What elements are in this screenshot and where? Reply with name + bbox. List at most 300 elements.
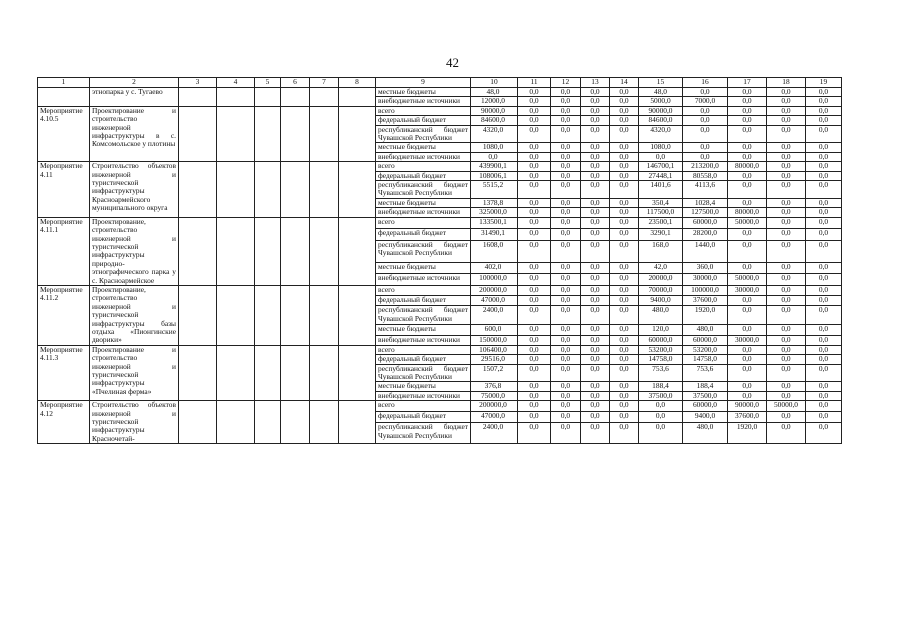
- amount-cell: 0,0: [728, 364, 767, 382]
- amount-cell: 0,0: [610, 325, 639, 335]
- amount-cell: 0,0: [581, 97, 610, 106]
- amount-cell: 9400,0: [683, 412, 728, 423]
- amount-cell: 0,0: [639, 412, 683, 423]
- amount-cell: 0,0: [728, 355, 767, 364]
- amount-cell: 0,0: [610, 335, 639, 345]
- funding-source: внебюджетные источники: [376, 208, 471, 217]
- amount-cell: 0,0: [806, 143, 842, 152]
- amount-cell: 0,0: [610, 125, 639, 143]
- amount-cell: 0,0: [581, 285, 610, 295]
- page-number: 42: [446, 55, 459, 70]
- amount-cell: 100000,0: [683, 285, 728, 295]
- amount-cell: 0,0: [767, 423, 806, 444]
- column-number-row: [38, 78, 842, 88]
- amount-cell: 0,0: [806, 412, 842, 423]
- column-number: 18: [767, 78, 806, 88]
- amount-cell: 0,0: [551, 262, 581, 274]
- amount-cell: 0,0: [551, 285, 581, 295]
- amount-cell: 0,0: [551, 143, 581, 152]
- amount-cell: 0,0: [806, 355, 842, 364]
- amount-cell: 0,0: [806, 152, 842, 161]
- table-row: [38, 217, 842, 229]
- amount-cell: 0,0: [551, 296, 581, 306]
- amount-cell: 0,0: [610, 198, 639, 207]
- amount-cell: 1440,0: [683, 240, 728, 262]
- amount-cell: 0,0: [728, 345, 767, 354]
- amount-cell: 80000,0: [728, 208, 767, 217]
- amount-cell: 0,0: [639, 401, 683, 412]
- amount-cell: 0,0: [518, 296, 551, 306]
- amount-cell: 106400,0: [471, 345, 518, 354]
- amount-cell: 4113,6: [683, 181, 728, 199]
- amount-cell: 480,0: [683, 423, 728, 444]
- amount-cell: 188,4: [639, 382, 683, 391]
- measure-name: [38, 88, 90, 107]
- amount-cell: 12000,0: [471, 97, 518, 106]
- amount-cell: 0,0: [728, 171, 767, 180]
- amount-cell: 5515,2: [471, 181, 518, 199]
- amount-cell: 117500,0: [639, 208, 683, 217]
- amount-cell: 60000,0: [683, 335, 728, 345]
- amount-cell: 0,0: [728, 181, 767, 199]
- amount-cell: 0,0: [767, 181, 806, 199]
- amount-cell: 37600,0: [728, 412, 767, 423]
- amount-cell: 0,0: [610, 345, 639, 354]
- column-number: 3: [179, 78, 217, 88]
- amount-cell: 0,0: [806, 296, 842, 306]
- amount-cell: 200000,0: [471, 401, 518, 412]
- amount-cell: 0,0: [518, 355, 551, 364]
- amount-cell: 127500,0: [683, 208, 728, 217]
- amount-cell: 0,0: [581, 143, 610, 152]
- funding-source: федеральный бюджет: [376, 355, 471, 364]
- amount-cell: 50000,0: [728, 274, 767, 286]
- funding-source: республиканский бюджет Чувашской Республики: [376, 306, 471, 325]
- amount-cell: 0,0: [581, 152, 610, 161]
- column-number: 11: [518, 78, 551, 88]
- amount-cell: 0,0: [806, 423, 842, 444]
- column-number: 4: [217, 78, 255, 88]
- amount-cell: 0,0: [551, 345, 581, 354]
- funding-source: федеральный бюджет: [376, 296, 471, 306]
- amount-cell: 0,0: [806, 306, 842, 325]
- empty-cell: [179, 285, 217, 345]
- amount-cell: 0,0: [551, 198, 581, 207]
- empty-cell: [255, 285, 281, 345]
- amount-cell: 0,0: [610, 306, 639, 325]
- amount-cell: 0,0: [551, 306, 581, 325]
- amount-cell: 0,0: [683, 88, 728, 97]
- funding-source: республиканский бюджет Чувашской Республики: [376, 423, 471, 444]
- measure-description: Проектирование, строительство инженерной и туристической инфраструктуры базы отдыха «Пионгинские дворики»: [90, 285, 179, 345]
- amount-cell: 0,0: [551, 116, 581, 125]
- empty-cell: [179, 88, 217, 107]
- amount-cell: 27448,1: [639, 171, 683, 180]
- amount-cell: 60000,0: [683, 401, 728, 412]
- empty-cell: [179, 106, 217, 161]
- amount-cell: 0,0: [767, 88, 806, 97]
- amount-cell: 0,0: [551, 106, 581, 115]
- amount-cell: 3290,1: [639, 229, 683, 241]
- amount-cell: 0,0: [518, 335, 551, 345]
- amount-cell: 42,0: [639, 262, 683, 274]
- amount-cell: 90000,0: [728, 401, 767, 412]
- amount-cell: 1080,0: [471, 143, 518, 152]
- amount-cell: 0,0: [806, 364, 842, 382]
- empty-cell: [281, 285, 310, 345]
- amount-cell: 0,0: [767, 97, 806, 106]
- amount-cell: 0,0: [581, 181, 610, 199]
- amount-cell: 0,0: [728, 391, 767, 400]
- amount-cell: 1920,0: [728, 423, 767, 444]
- amount-cell: 0,0: [581, 423, 610, 444]
- amount-cell: 84600,0: [471, 116, 518, 125]
- empty-cell: [179, 217, 217, 285]
- funding-source: внебюджетные источники: [376, 391, 471, 400]
- amount-cell: 0,0: [806, 125, 842, 143]
- amount-cell: 0,0: [610, 116, 639, 125]
- empty-cell: [339, 217, 376, 285]
- amount-cell: 0,0: [767, 162, 806, 171]
- column-number: 19: [806, 78, 842, 88]
- amount-cell: 0,0: [610, 208, 639, 217]
- amount-cell: 50000,0: [728, 217, 767, 229]
- amount-cell: 60000,0: [639, 335, 683, 345]
- amount-cell: 0,0: [581, 229, 610, 241]
- column-number: 10: [471, 78, 518, 88]
- amount-cell: 0,0: [581, 296, 610, 306]
- amount-cell: 0,0: [806, 391, 842, 400]
- amount-cell: 480,0: [683, 325, 728, 335]
- amount-cell: 7000,0: [683, 97, 728, 106]
- amount-cell: 0,0: [518, 97, 551, 106]
- empty-cell: [255, 106, 281, 161]
- amount-cell: 0,0: [610, 106, 639, 115]
- amount-cell: 0,0: [518, 229, 551, 241]
- amount-cell: 0,0: [551, 208, 581, 217]
- empty-cell: [310, 88, 339, 107]
- funding-source: местные бюджеты: [376, 262, 471, 274]
- amount-cell: 0,0: [806, 335, 842, 345]
- amount-cell: 0,0: [518, 88, 551, 97]
- amount-cell: 0,0: [683, 152, 728, 161]
- amount-cell: 0,0: [683, 125, 728, 143]
- funding-source: внебюджетные источники: [376, 97, 471, 106]
- amount-cell: 150000,0: [471, 335, 518, 345]
- amount-cell: 0,0: [610, 152, 639, 161]
- empty-cell: [179, 162, 217, 217]
- amount-cell: 0,0: [610, 171, 639, 180]
- amount-cell: 0,0: [518, 412, 551, 423]
- amount-cell: 0,0: [610, 88, 639, 97]
- measure-description: Проектирование, строительство инженерной и туристической инфраструктуры природно-этнографического парка у с. Красноармейское: [90, 217, 179, 285]
- column-number: 12: [551, 78, 581, 88]
- column-number: 6: [281, 78, 310, 88]
- amount-cell: 1608,0: [471, 240, 518, 262]
- amount-cell: 0,0: [683, 143, 728, 152]
- table-body: [38, 78, 842, 444]
- amount-cell: 0,0: [518, 306, 551, 325]
- amount-cell: 0,0: [518, 423, 551, 444]
- amount-cell: 2400,0: [471, 306, 518, 325]
- amount-cell: 29516,0: [471, 355, 518, 364]
- column-number: 15: [639, 78, 683, 88]
- amount-cell: 213200,0: [683, 162, 728, 171]
- amount-cell: 14758,0: [683, 355, 728, 364]
- amount-cell: 31490,1: [471, 229, 518, 241]
- amount-cell: 0,0: [806, 325, 842, 335]
- amount-cell: 0,0: [518, 382, 551, 391]
- measure-name: Мероприятие 4.12: [38, 401, 90, 444]
- amount-cell: 0,0: [518, 125, 551, 143]
- amount-cell: 0,0: [767, 345, 806, 354]
- amount-cell: 0,0: [581, 325, 610, 335]
- amount-cell: 0,0: [806, 97, 842, 106]
- amount-cell: 53200,0: [639, 345, 683, 354]
- amount-cell: 30000,0: [728, 335, 767, 345]
- empty-cell: [217, 106, 255, 161]
- amount-cell: 0,0: [767, 412, 806, 423]
- amount-cell: 0,0: [767, 274, 806, 286]
- funding-source: внебюджетные источники: [376, 152, 471, 161]
- amount-cell: 0,0: [581, 106, 610, 115]
- column-number: 2: [90, 78, 179, 88]
- column-number: 14: [610, 78, 639, 88]
- empty-cell: [255, 401, 281, 444]
- empty-cell: [339, 88, 376, 107]
- amount-cell: 0,0: [518, 262, 551, 274]
- amount-cell: 0,0: [728, 97, 767, 106]
- amount-cell: 0,0: [518, 152, 551, 161]
- empty-cell: [339, 162, 376, 217]
- amount-cell: 0,0: [518, 345, 551, 354]
- amount-cell: 1378,8: [471, 198, 518, 207]
- amount-cell: 30000,0: [683, 274, 728, 286]
- table-row: [38, 285, 842, 295]
- amount-cell: 360,0: [683, 262, 728, 274]
- amount-cell: 0,0: [767, 143, 806, 152]
- amount-cell: 0,0: [581, 240, 610, 262]
- amount-cell: 0,0: [767, 152, 806, 161]
- amount-cell: 0,0: [806, 345, 842, 354]
- funding-source: республиканский бюджет Чувашской Республики: [376, 181, 471, 199]
- amount-cell: 0,0: [518, 274, 551, 286]
- amount-cell: 0,0: [728, 382, 767, 391]
- amount-cell: 376,8: [471, 382, 518, 391]
- amount-cell: 0,0: [806, 208, 842, 217]
- amount-cell: 0,0: [581, 391, 610, 400]
- funding-source: внебюджетные источники: [376, 335, 471, 345]
- measure-name: Мероприятие 4.11.3: [38, 345, 90, 400]
- amount-cell: 0,0: [767, 335, 806, 345]
- amount-cell: 4320,0: [471, 125, 518, 143]
- empty-cell: [310, 345, 339, 400]
- amount-cell: 0,0: [581, 262, 610, 274]
- amount-cell: 0,0: [581, 335, 610, 345]
- amount-cell: 0,0: [806, 217, 842, 229]
- empty-cell: [255, 162, 281, 217]
- amount-cell: 14758,0: [639, 355, 683, 364]
- amount-cell: 0,0: [551, 412, 581, 423]
- amount-cell: 168,0: [639, 240, 683, 262]
- amount-cell: 0,0: [581, 401, 610, 412]
- amount-cell: 0,0: [610, 143, 639, 152]
- amount-cell: 0,0: [551, 391, 581, 400]
- funding-source: местные бюджеты: [376, 325, 471, 335]
- amount-cell: 47000,0: [471, 412, 518, 423]
- table-row: [38, 401, 842, 412]
- empty-cell: [217, 88, 255, 107]
- amount-cell: 146700,1: [639, 162, 683, 171]
- measure-name: Мероприятие 4.11: [38, 162, 90, 217]
- table-row: [38, 162, 842, 171]
- column-number: 16: [683, 78, 728, 88]
- empty-cell: [281, 88, 310, 107]
- amount-cell: 0,0: [581, 412, 610, 423]
- amount-cell: 90000,0: [639, 106, 683, 115]
- amount-cell: 0,0: [728, 240, 767, 262]
- amount-cell: 5000,0: [639, 97, 683, 106]
- amount-cell: 0,0: [581, 274, 610, 286]
- table-row: [38, 345, 842, 354]
- amount-cell: 0,0: [518, 240, 551, 262]
- amount-cell: 0,0: [610, 382, 639, 391]
- amount-cell: 480,0: [639, 306, 683, 325]
- amount-cell: 1507,2: [471, 364, 518, 382]
- amount-cell: 37500,0: [683, 391, 728, 400]
- amount-cell: 0,0: [551, 171, 581, 180]
- amount-cell: 0,0: [518, 325, 551, 335]
- amount-cell: 0,0: [610, 391, 639, 400]
- amount-cell: 4320,0: [639, 125, 683, 143]
- amount-cell: 0,0: [551, 274, 581, 286]
- funding-source: федеральный бюджет: [376, 412, 471, 423]
- amount-cell: 0,0: [610, 423, 639, 444]
- amount-cell: 0,0: [551, 335, 581, 345]
- amount-cell: 0,0: [683, 106, 728, 115]
- amount-cell: 0,0: [551, 229, 581, 241]
- amount-cell: 0,0: [767, 355, 806, 364]
- amount-cell: 0,0: [610, 274, 639, 286]
- funding-source: местные бюджеты: [376, 382, 471, 391]
- amount-cell: 0,0: [518, 401, 551, 412]
- measure-description: Проектирование и строительство инженерной и туристической инфраструктуры «Пчелиная ферма»: [90, 345, 179, 400]
- measure-name: Мероприятие 4.11.1: [38, 217, 90, 285]
- measure-description: Проектирование и строительство инженерной инфраструктуры в с. Комсомольское у плотины: [90, 106, 179, 161]
- amount-cell: 0,0: [551, 181, 581, 199]
- amount-cell: 0,0: [767, 229, 806, 241]
- amount-cell: 0,0: [728, 296, 767, 306]
- amount-cell: 100000,0: [471, 274, 518, 286]
- amount-cell: 80000,0: [728, 162, 767, 171]
- amount-cell: 0,0: [551, 364, 581, 382]
- empty-cell: [179, 401, 217, 444]
- amount-cell: 0,0: [610, 401, 639, 412]
- amount-cell: 0,0: [551, 401, 581, 412]
- amount-cell: 0,0: [551, 382, 581, 391]
- empty-cell: [217, 217, 255, 285]
- funding-source: федеральный бюджет: [376, 229, 471, 241]
- amount-cell: 84600,0: [639, 116, 683, 125]
- amount-cell: 0,0: [518, 391, 551, 400]
- amount-cell: 1920,0: [683, 306, 728, 325]
- amount-cell: 0,0: [767, 285, 806, 295]
- amount-cell: 0,0: [581, 162, 610, 171]
- amount-cell: 439900,1: [471, 162, 518, 171]
- amount-cell: 0,0: [683, 116, 728, 125]
- amount-cell: 0,0: [518, 364, 551, 382]
- amount-cell: 90000,0: [471, 106, 518, 115]
- amount-cell: 0,0: [728, 198, 767, 207]
- amount-cell: 0,0: [728, 262, 767, 274]
- funding-source: республиканский бюджет Чувашской Республики: [376, 240, 471, 262]
- amount-cell: 0,0: [581, 171, 610, 180]
- measure-name: Мероприятие 4.11.2: [38, 285, 90, 345]
- amount-cell: 108006,1: [471, 171, 518, 180]
- amount-cell: 37600,0: [683, 296, 728, 306]
- amount-cell: 0,0: [610, 162, 639, 171]
- empty-cell: [179, 345, 217, 400]
- amount-cell: 0,0: [610, 240, 639, 262]
- amount-cell: 0,0: [728, 125, 767, 143]
- empty-cell: [310, 401, 339, 444]
- measure-description: Строительство объектов инженерной и туристической инфраструктуры Красночетай-: [90, 401, 179, 444]
- amount-cell: 600,0: [471, 325, 518, 335]
- amount-cell: 20000,0: [639, 274, 683, 286]
- amount-cell: 0,0: [551, 88, 581, 97]
- amount-cell: 1080,0: [639, 143, 683, 152]
- empty-cell: [217, 162, 255, 217]
- amount-cell: 0,0: [551, 152, 581, 161]
- amount-cell: 0,0: [767, 306, 806, 325]
- amount-cell: 0,0: [518, 181, 551, 199]
- amount-cell: 188,4: [683, 382, 728, 391]
- amount-cell: 133500,1: [471, 217, 518, 229]
- amount-cell: 50000,0: [767, 401, 806, 412]
- amount-cell: 0,0: [551, 162, 581, 171]
- column-number: 8: [339, 78, 376, 88]
- amount-cell: 0,0: [806, 401, 842, 412]
- column-number: 9: [376, 78, 471, 88]
- funding-source: всего: [376, 345, 471, 354]
- measure-name: Мероприятие 4.10.5: [38, 106, 90, 161]
- funding-source: республиканский бюджет Чувашской Республики: [376, 364, 471, 382]
- amount-cell: 0,0: [581, 345, 610, 354]
- amount-cell: 0,0: [551, 240, 581, 262]
- amount-cell: 53200,0: [683, 345, 728, 354]
- amount-cell: 325000,0: [471, 208, 518, 217]
- amount-cell: 0,0: [518, 171, 551, 180]
- empty-cell: [255, 217, 281, 285]
- empty-cell: [310, 285, 339, 345]
- amount-cell: 0,0: [581, 306, 610, 325]
- amount-cell: 120,0: [639, 325, 683, 335]
- empty-cell: [310, 162, 339, 217]
- amount-cell: 0,0: [728, 325, 767, 335]
- amount-cell: 0,0: [767, 106, 806, 115]
- amount-cell: 0,0: [518, 285, 551, 295]
- amount-cell: 0,0: [610, 217, 639, 229]
- amount-cell: 200000,0: [471, 285, 518, 295]
- amount-cell: 60000,0: [683, 217, 728, 229]
- amount-cell: 0,0: [806, 382, 842, 391]
- amount-cell: 0,0: [806, 171, 842, 180]
- amount-cell: 0,0: [551, 125, 581, 143]
- funding-source: федеральный бюджет: [376, 171, 471, 180]
- measure-description: Строительство объектов инженерной и туристической инфраструктуры Красноармейского муниципального округа: [90, 162, 179, 217]
- amount-cell: 70000,0: [639, 285, 683, 295]
- amount-cell: 0,0: [551, 325, 581, 335]
